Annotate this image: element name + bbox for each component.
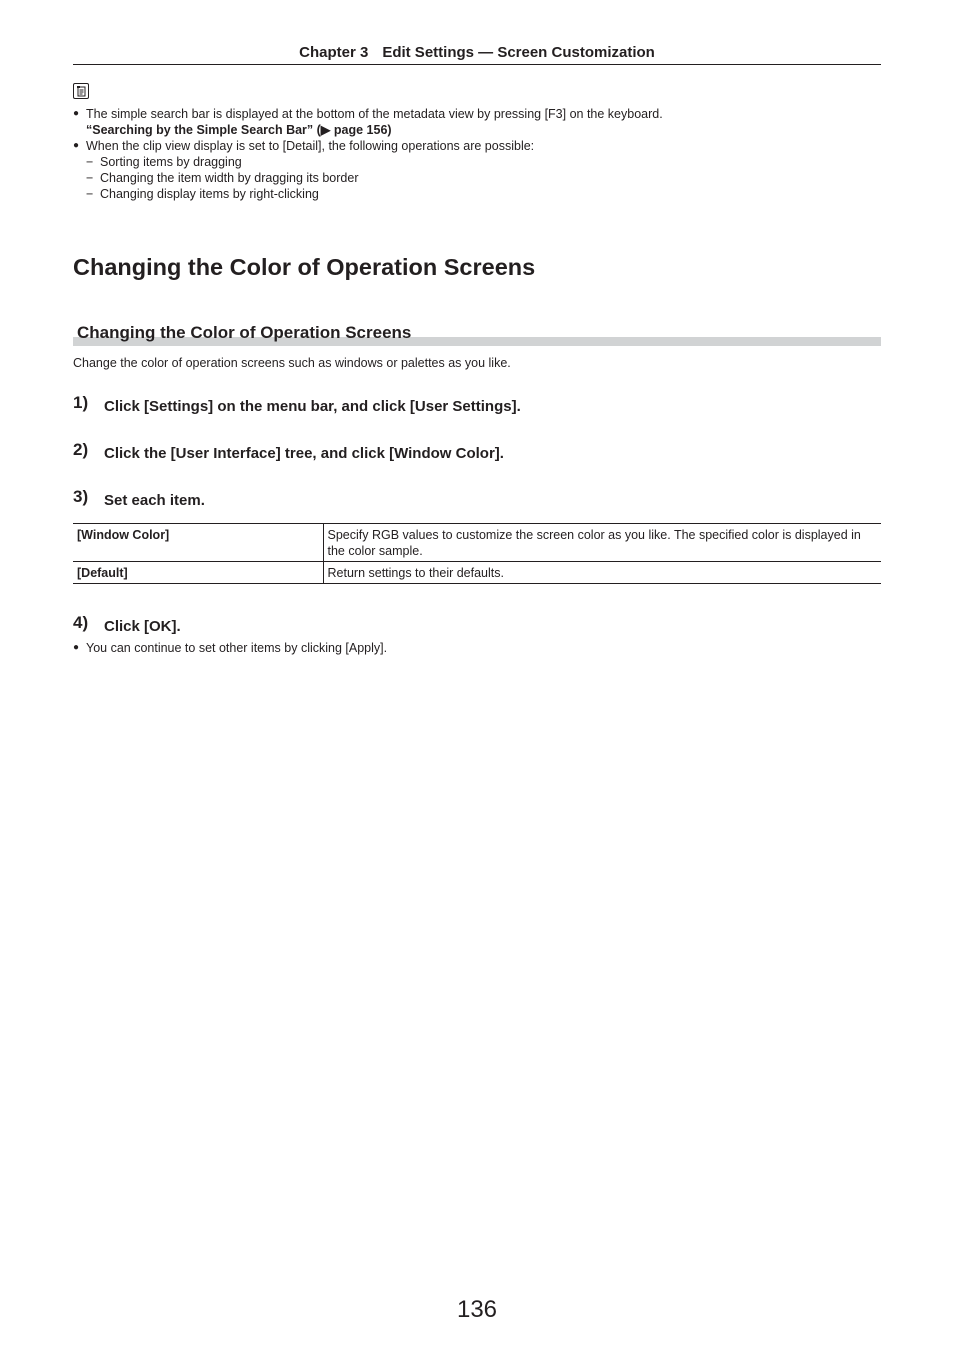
page-header <box>73 44 881 65</box>
step-number: 4) <box>73 613 89 632</box>
subsection-title: Changing the Color of Operation Screens <box>77 323 412 342</box>
table-row <box>73 562 881 584</box>
chapter-label: Chapter 3 <box>299 44 369 61</box>
subsection-heading <box>73 322 881 347</box>
table-key: [Window Color] <box>73 524 323 562</box>
sub-item: − Changing display items by right-clicking <box>86 187 319 201</box>
page-number: 136 <box>456 1296 498 1323</box>
sub-item: − Sorting items by dragging <box>86 155 242 169</box>
step-text: Set each item. <box>104 492 205 509</box>
table-value: Return settings to their defaults. <box>323 562 881 584</box>
step-number: 1) <box>73 393 89 412</box>
note-item: ● When the clip view display is set to [Detail], the following operations are possible: <box>73 139 535 153</box>
table-row <box>73 524 881 562</box>
step-text: Click the [User Interface] tree, and click [Window Color]. <box>104 445 504 462</box>
arrow-right-icon: ▶ <box>320 123 331 137</box>
step-4-note: ● You can continue to set other items by clicking [Apply]. <box>73 641 388 655</box>
sub-item: − Changing the item width by dragging its border <box>86 171 359 185</box>
settings-table <box>73 523 881 584</box>
step-number: 3) <box>73 487 89 506</box>
step-number: 2) <box>73 440 89 459</box>
step-1 <box>73 393 881 419</box>
step-text: Click [OK]. <box>104 618 181 635</box>
cross-reference[interactable]: “Searching by the Simple Search Bar” (▶ page 156) <box>86 123 392 137</box>
step-3 <box>73 487 881 513</box>
step-text: Click [Settings] on the menu bar, and click [User Settings]. <box>104 398 521 415</box>
step-2 <box>73 440 881 466</box>
chapter-title: Edit Settings — Screen Customization <box>382 44 655 61</box>
note-item: ● The simple search bar is displayed at the bottom of the metadata view by pressing [F3] on the keyboard. <box>73 107 663 121</box>
note-icon <box>73 83 89 99</box>
table-value: Specify RGB values to customize the screen color as you like. The specified color is displayed in the color sample. <box>323 524 881 562</box>
section-title: Changing the Color of Operation Screens <box>73 254 536 280</box>
step-4 <box>73 613 881 639</box>
intro-text: Change the color of operation screens such as windows or palettes as you like. <box>73 356 511 370</box>
notes-list <box>73 106 881 202</box>
table-key: [Default] <box>73 562 323 584</box>
